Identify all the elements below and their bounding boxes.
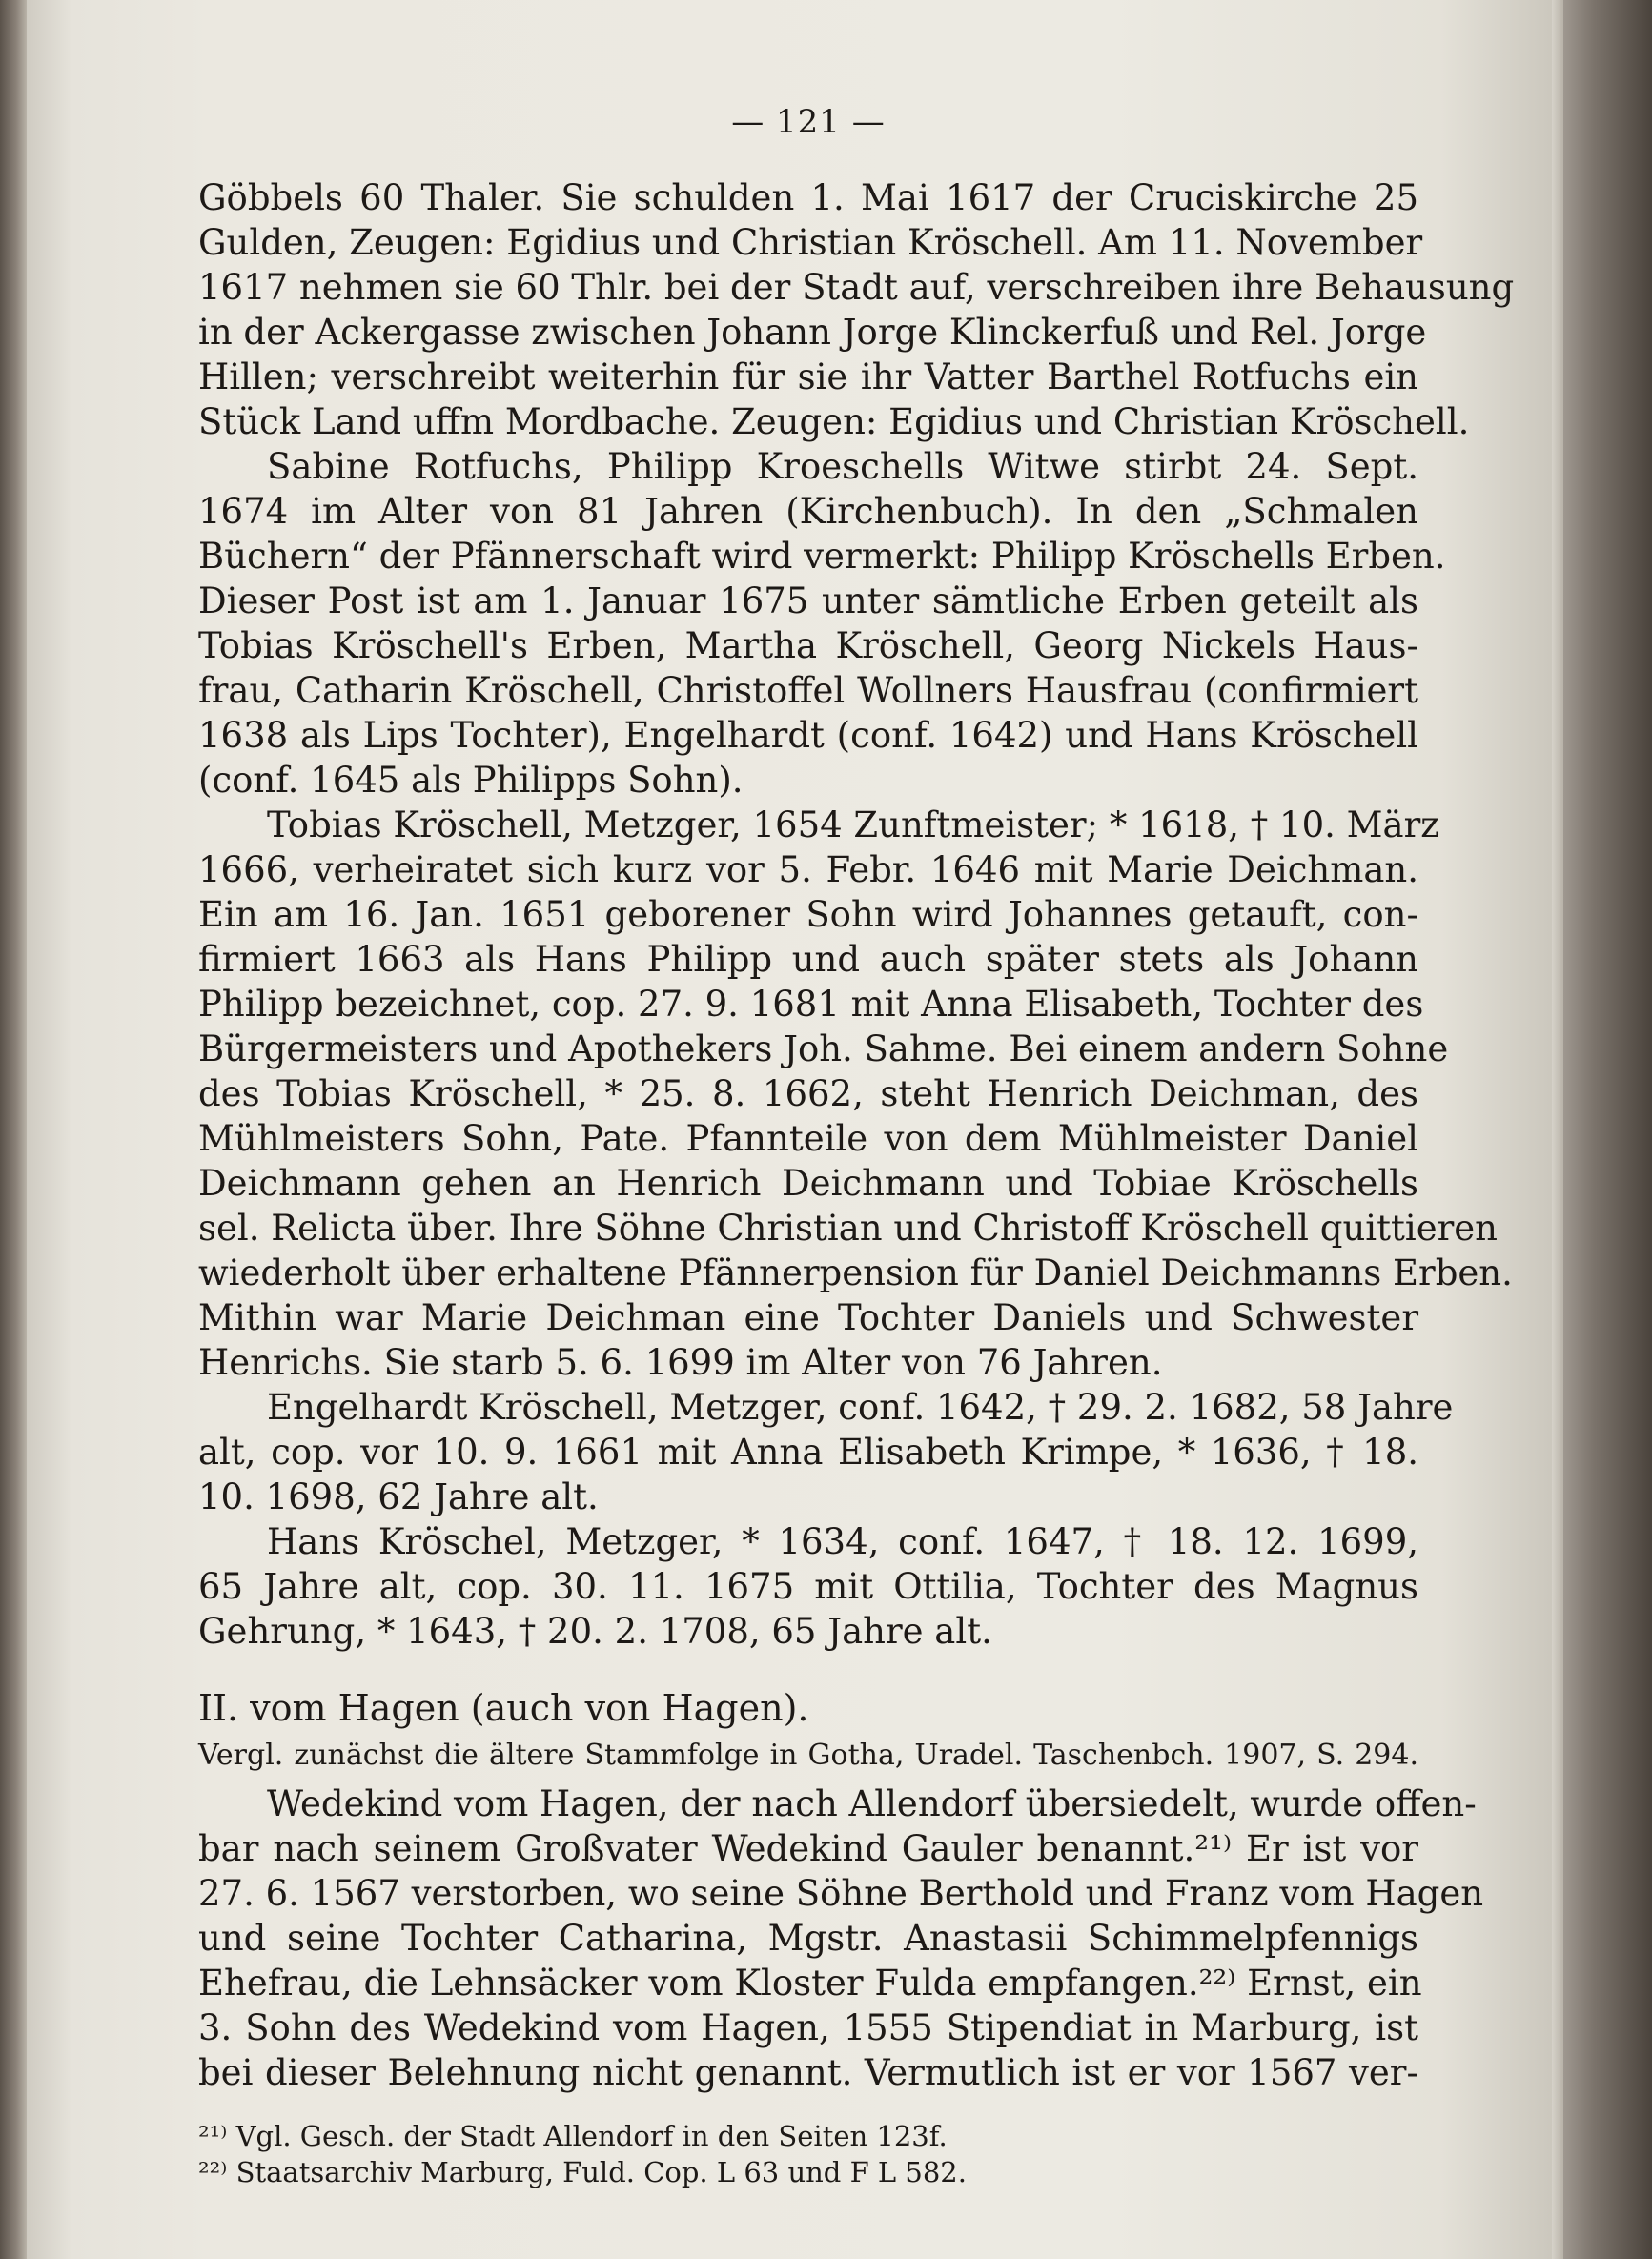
- text-line: wiederholt über erhaltene Pfännerpension für Daniel Deichmanns Erben.: [198, 1252, 1513, 1293]
- text-line: Hillen; verschreibt weiterhin für sie ihr Vatter Barthel Rotfuchs ein: [198, 356, 1418, 397]
- text-line: und seine Tochter Catharina, Mgstr. Anastasii Schimmelpfennigs: [198, 1918, 1418, 1959]
- text-line: alt, cop. vor 10. 9. 1661 mit Anna Elisabeth Krimpe, * 1636, † 18.: [198, 1432, 1418, 1473]
- text-line: 27. 6. 1567 verstorben, wo seine Söhne Berthold und Franz vom Hagen: [198, 1873, 1484, 1914]
- text-line: Tobias Kröschell, Metzger, 1654 Zunftmeister; * 1618, † 10. März: [267, 804, 1439, 845]
- text-line: in der Ackergasse zwischen Johann Jorge Klinckerfuß und Rel. Jorge: [198, 312, 1427, 353]
- text-line: Ein am 16. Jan. 1651 geborener Sohn wird Johannes getauft, con-: [198, 894, 1418, 935]
- text-line: firmiert 1663 als Hans Philipp und auch später stets als Johann: [198, 939, 1418, 980]
- text-line: Tobias Kröschell's Erben, Martha Kröschell, Georg Nickels Haus-: [198, 625, 1418, 666]
- text-line: 1666, verheiratet sich kurz vor 5. Febr. 1646 mit Marie Deichman.: [198, 849, 1418, 890]
- page-number: — 121 —: [731, 103, 886, 141]
- page-left-edge: [0, 0, 27, 2259]
- text-line: bei dieser Belehnung nicht genannt. Vermutlich ist er vor 1567 ver-: [198, 2052, 1418, 2093]
- text-line: 1617 nehmen sie 60 Thlr. bei der Stadt auf, verschreiben ihre Behausung: [198, 267, 1515, 308]
- book-page: [27, 0, 1563, 2259]
- text-line: (conf. 1645 als Philipps Sohn).: [198, 760, 744, 801]
- text-line: Deichmann gehen an Henrich Deichmann und Tobiae Kröschells: [198, 1163, 1418, 1204]
- text-line: 3. Sohn des Wedekind vom Hagen, 1555 Stipendiat in Marburg, ist: [198, 2007, 1418, 2048]
- text-line: 10. 1698, 62 Jahre alt.: [198, 1476, 599, 1517]
- text-line: Henrichs. Sie starb 5. 6. 1699 im Alter von 76 Jahren.: [198, 1342, 1163, 1383]
- text-line: Mühlmeisters Sohn, Pate. Pfannteile von dem Mühlmeister Daniel: [198, 1118, 1418, 1159]
- text-line: Hans Kröschel, Metzger, * 1634, conf. 1647, † 18. 12. 1699,: [267, 1521, 1418, 1562]
- text-line: Büchern“ der Pfännerschaft wird vermerkt: Philipp Kröschells Erben.: [198, 536, 1446, 577]
- section-subnote: Vergl. zunächst die ältere Stammfolge in Gotha, Uradel. Taschenbch. 1907, S. 294.: [198, 1739, 1418, 1772]
- book-spine-edge: [1563, 0, 1652, 2259]
- section-heading: II. vom Hagen (auch von Hagen).: [198, 1687, 809, 1729]
- footnote: ²²⁾ Staatsarchiv Marburg, Fuld. Cop. L 63 und F L 582.: [198, 2156, 967, 2188]
- text-line: Mithin war Marie Deichman eine Tochter Daniels und Schwester: [198, 1297, 1418, 1338]
- text-line: frau, Catharin Kröschell, Christoffel Wollners Hausfrau (confirmiert: [198, 670, 1418, 711]
- text-line: sel. Relicta über. Ihre Söhne Christian und Christoff Kröschell quittieren: [198, 1208, 1499, 1249]
- text-line: Philipp bezeichnet, cop. 27. 9. 1681 mit Anna Elisabeth, Tochter des: [198, 984, 1424, 1025]
- text-line: 1674 im Alter von 81 Jahren (Kirchenbuch). In den „Schmalen: [198, 491, 1418, 532]
- text-line: des Tobias Kröschell, * 25. 8. 1662, steht Henrich Deichman, des: [198, 1073, 1418, 1114]
- text-line: Sabine Rotfuchs, Philipp Kroeschells Witwe stirbt 24. Sept.: [267, 446, 1418, 487]
- footnote: ²¹⁾ Vgl. Gesch. der Stadt Allendorf in den Seiten 123f.: [198, 2120, 948, 2152]
- text-line: Engelhardt Kröschell, Metzger, conf. 1642, † 29. 2. 1682, 58 Jahre: [267, 1387, 1454, 1428]
- text-line: Dieser Post ist am 1. Januar 1675 unter sämtliche Erben geteilt als: [198, 580, 1418, 621]
- text-line: Gulden, Zeugen: Egidius und Christian Kröschell. Am 11. November: [198, 222, 1423, 263]
- text-line: Stück Land uffm Mordbache. Zeugen: Egidius und Christian Kröschell.: [198, 401, 1470, 442]
- text-line: Göbbels 60 Thaler. Sie schulden 1. Mai 1617 der Cruciskirche 25: [198, 177, 1418, 218]
- text-line: Gehrung, * 1643, † 20. 2. 1708, 65 Jahre alt.: [198, 1611, 992, 1652]
- text-line: 1638 als Lips Tochter), Engelhardt (conf. 1642) und Hans Kröschell: [198, 715, 1418, 756]
- text-line: Wedekind vom Hagen, der nach Allendorf übersiedelt, wurde offen-: [267, 1783, 1477, 1824]
- text-line: 65 Jahre alt, cop. 30. 11. 1675 mit Ottilia, Tochter des Magnus: [198, 1566, 1418, 1607]
- text-line: Bürgermeisters und Apothekers Joh. Sahme. Bei einem andern Sohne: [198, 1028, 1449, 1069]
- text-line: Ehefrau, die Lehnsäcker vom Kloster Fulda empfangen.²²⁾ Ernst, ein: [198, 1963, 1422, 2004]
- text-line: bar nach seinem Großvater Wedekind Gauler benannt.²¹⁾ Er ist vor: [198, 1828, 1418, 1869]
